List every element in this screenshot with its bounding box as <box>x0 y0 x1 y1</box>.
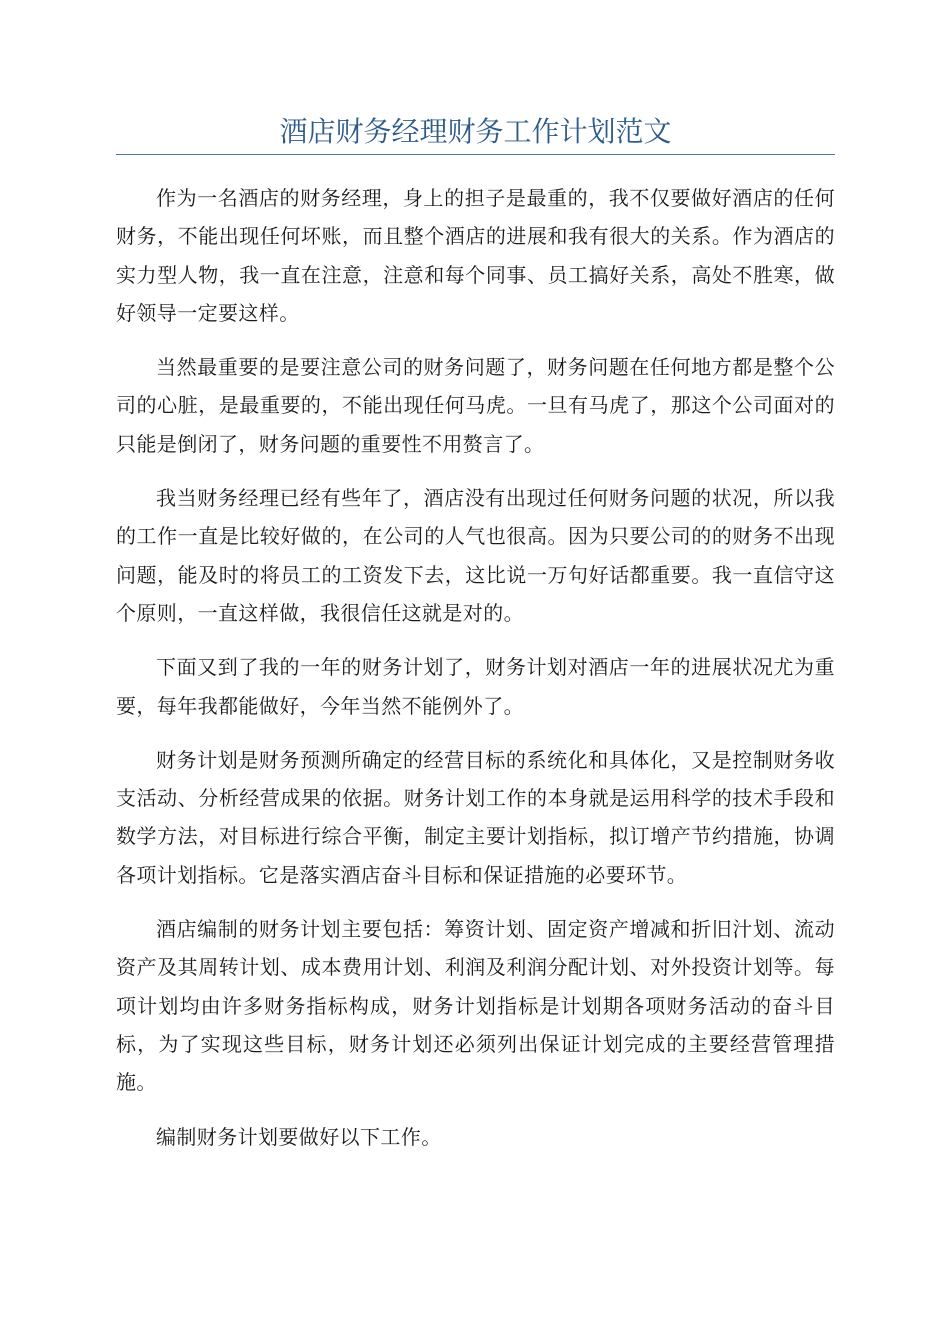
paragraph-3: 我当财务经理已经有些年了，酒店没有出现过任何财务问题的状况，所以我的工作一直是比较好做的，在公司的人气也很高。因为只要公司的的财务不出现问题，能及时的将员工的工资发下去，这比说一万句好话都重要。我一直信守这个原则，一直这样做，我很信任这就是对的。 <box>116 486 835 625</box>
paragraph-7: 编制财务计划要做好以下工作。 <box>156 1124 442 1149</box>
title-underline <box>116 154 835 155</box>
paragraph-2: 当然最重要的是要注意公司的财务问题了，财务问题在任何地方都是整个公司的心脏，是最重要的，不能出现任何马虎。一旦有马虎了，那这个公司面对的只能是倒闭了，财务问题的重要性不用赘言了。 <box>116 355 835 456</box>
paragraph-5: 财务计划是财务预测所确定的经营目标的系统化和具体化，又是控制财务收支活动、分析经营成果的依据。财务计划工作的本身就是运用科学的技术手段和数学方法，对目标进行综合平衡，制定主要计划指标，拟订增产节约措施，协调各项计划指标。它是落实酒店奋斗目标和保证措施的必要环节。 <box>116 747 835 887</box>
document-page <box>116 112 835 1172</box>
paragraph-4: 下面又到了我的一年的财务计划了，财务计划对酒店一年的进展状况尤为重要，每年我都能做好，今年当然不能例外了。 <box>116 655 835 718</box>
paragraph-1: 作为一名酒店的财务经理，身上的担子是最重的，我不仅要做好酒店的任何财务，不能出现任何坏账，而且整个酒店的进展和我有很大的关系。作为酒店的实力型人物，我一直在注意，注意和每个同事、员工搞好关系，高处不胜寒，做好领导一定要这样。 <box>116 186 835 325</box>
document-title: 酒店财务经理财务工作计划范文 <box>279 115 672 148</box>
paragraph-6: 酒店编制的财务计划主要包括：筹资计划、固定资产增减和折旧汁划、流动资产及其周转计划、成本费用计划、利润及利润分配计划、对外投资计划等。每项计划均由许多财务指标构成，财务计划指标是计划期各项财务活动的奋斗目标，为了实现这些目标，财务计划还必须列出保证计划完成的主要经营管理措施。 <box>116 917 835 1095</box>
